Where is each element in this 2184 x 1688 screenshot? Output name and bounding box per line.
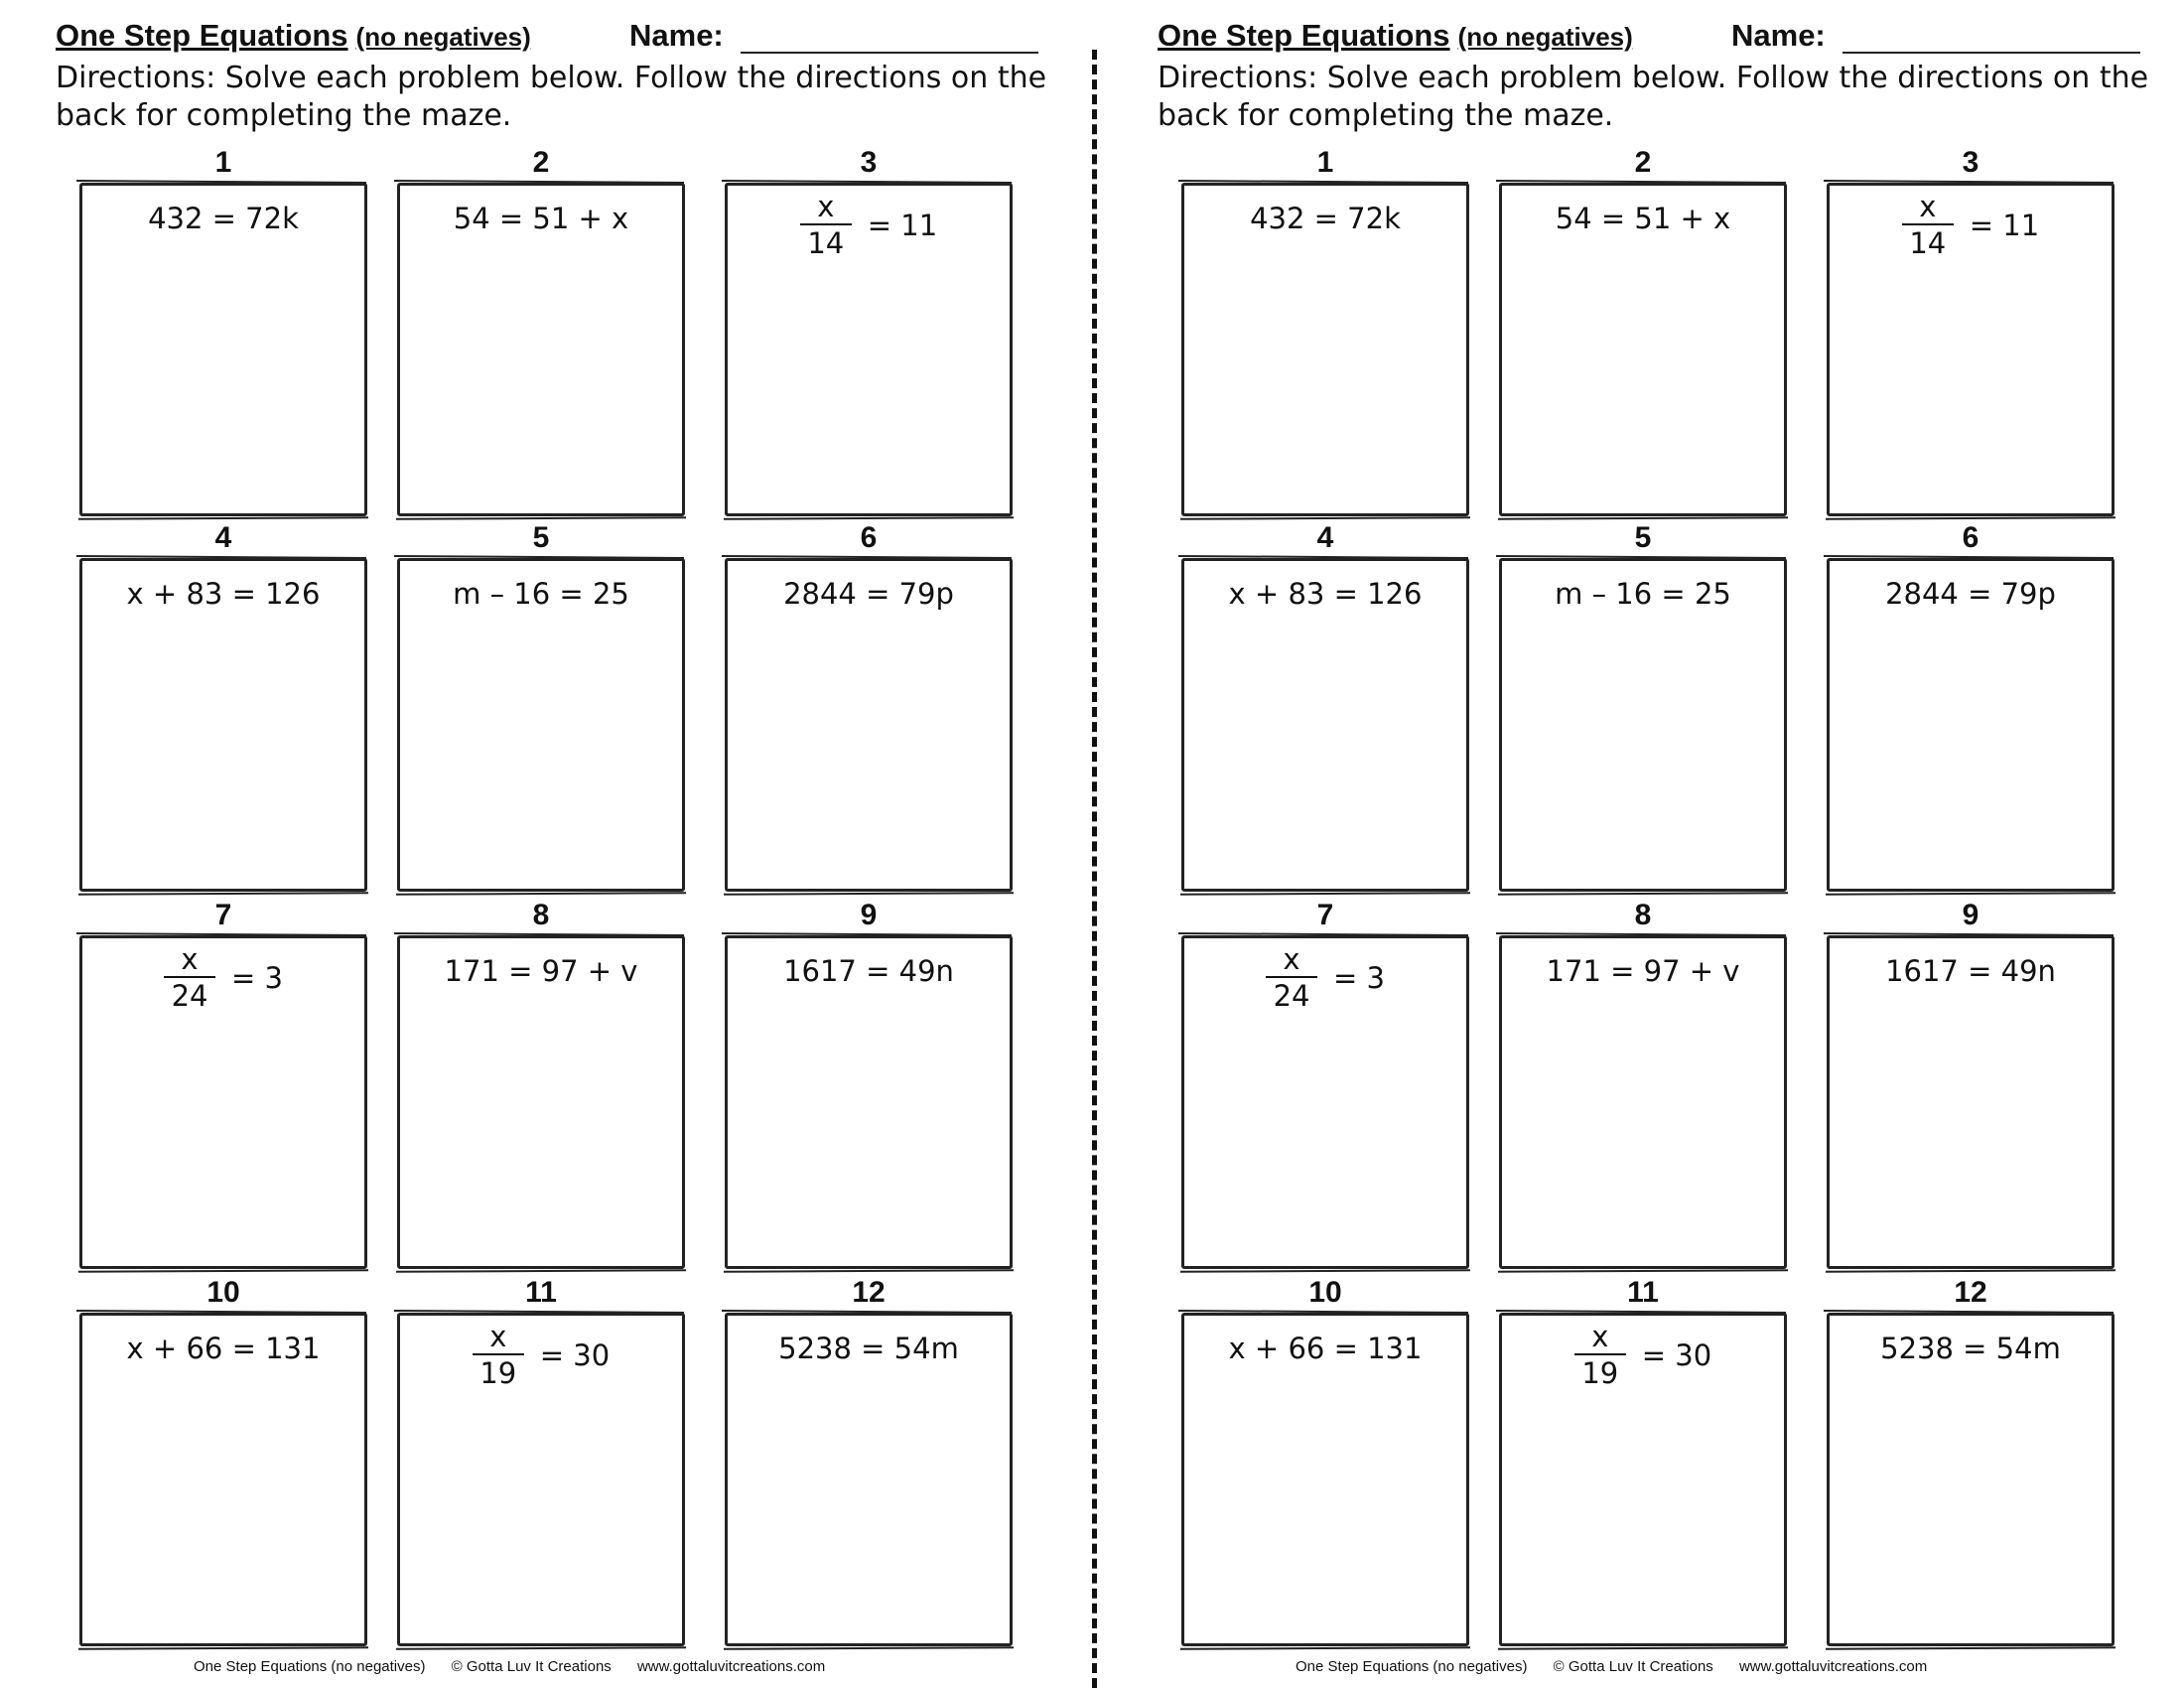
answer-box[interactable] <box>725 1313 1013 1646</box>
answer-box[interactable] <box>79 1313 367 1646</box>
fraction-denominator: 14 <box>1909 226 1947 260</box>
answer-box[interactable] <box>1181 558 1469 892</box>
fraction-numerator: x <box>181 942 199 976</box>
fraction <box>473 1320 524 1391</box>
footer-title: One Step Equations (no negatives) <box>194 1658 426 1675</box>
fraction-numerator: x <box>1591 1320 1609 1353</box>
footer <box>1296 1658 1949 1675</box>
equation-rhs: = 30 <box>1641 1338 1712 1372</box>
equation: 54 = 51 + x <box>1555 202 1731 235</box>
equation: x + 83 = 126 <box>126 577 321 611</box>
problem-number: 2 <box>532 146 550 179</box>
fraction <box>1574 1320 1626 1391</box>
problem-number: 10 <box>206 1276 240 1309</box>
equation: 1617 = 49n <box>783 954 954 988</box>
fraction <box>164 942 215 1014</box>
fraction-numerator: x <box>1283 942 1300 976</box>
problem-number: 4 <box>214 521 232 554</box>
answer-box[interactable] <box>1181 935 1469 1269</box>
equation: 171 = 97 + v <box>444 954 638 988</box>
equation <box>400 1320 682 1391</box>
fraction <box>1902 190 1954 261</box>
problem-grid <box>1102 0 2184 1688</box>
worksheet-subtitle: (no negatives) <box>355 22 531 52</box>
problem-number: 3 <box>1962 146 1979 179</box>
equation: 5238 = 54m <box>1880 1332 2061 1365</box>
problem-number: 11 <box>525 1276 557 1309</box>
equation: m – 16 = 25 <box>1555 577 1731 611</box>
name-label: Name: <box>629 18 724 53</box>
answer-box[interactable] <box>397 558 685 892</box>
fraction-denominator: 24 <box>1273 979 1310 1013</box>
equation: x + 66 = 131 <box>1228 1332 1423 1365</box>
problem-number: 10 <box>1308 1276 1342 1309</box>
footer-website: www.gottaluvitcreations.com <box>1738 1658 1928 1675</box>
footer-copyright: © Gotta Luv It Creations <box>1553 1658 1713 1675</box>
directions-text: Directions: Solve each problem below. Follow the directions on the back for completing the maze. <box>56 61 1047 133</box>
equation: 432 = 72k <box>1250 202 1401 235</box>
equation <box>82 942 364 1014</box>
problem-number: 5 <box>1634 521 1652 554</box>
equation: 1617 = 49n <box>1885 954 2056 988</box>
footer-copyright: © Gotta Luv It Creations <box>451 1658 612 1675</box>
problem-number: 1 <box>214 146 232 179</box>
footer-title: One Step Equations (no negatives) <box>1296 1658 1528 1675</box>
equation-rhs: = 11 <box>1969 209 2040 242</box>
worksheet-right <box>1102 0 2184 1688</box>
answer-box[interactable] <box>1499 558 1787 892</box>
answer-box[interactable] <box>397 1313 685 1646</box>
equation: x + 83 = 126 <box>1228 577 1423 611</box>
problem-number: 8 <box>1634 899 1652 931</box>
problem-grid <box>0 0 1082 1688</box>
equation: 171 = 97 + v <box>1546 954 1740 988</box>
problem-number: 2 <box>1634 146 1652 179</box>
equation-rhs: = 3 <box>231 961 283 995</box>
equation: 54 = 51 + x <box>453 202 629 235</box>
answer-box[interactable] <box>1827 183 2115 516</box>
footer-website: www.gottaluvitcreations.com <box>636 1658 826 1675</box>
problem-number: 3 <box>860 146 878 179</box>
equation: x + 66 = 131 <box>126 1332 321 1365</box>
fraction-numerator: x <box>489 1320 507 1353</box>
equation: m – 16 = 25 <box>453 577 629 611</box>
fraction-numerator: x <box>817 190 835 223</box>
equation: 2844 = 79p <box>1885 577 2056 611</box>
answer-box[interactable] <box>1181 1313 1469 1646</box>
fraction-numerator: x <box>1919 190 1937 223</box>
fraction-denominator: 19 <box>1581 1356 1619 1390</box>
equation <box>728 190 1010 261</box>
worksheet-title: One Step Equations <box>56 18 348 53</box>
problem-number: 9 <box>860 899 878 931</box>
problem-number: 5 <box>532 521 550 554</box>
problem-number: 11 <box>1627 1276 1659 1309</box>
fraction-denominator: 19 <box>479 1356 517 1390</box>
equation-rhs: = 30 <box>539 1338 611 1372</box>
fraction-denominator: 14 <box>807 226 845 260</box>
name-label: Name: <box>1731 18 1826 53</box>
equation: 5238 = 54m <box>778 1332 959 1365</box>
equation-rhs: = 11 <box>867 209 938 242</box>
fraction-denominator: 24 <box>171 979 208 1013</box>
worksheet-title: One Step Equations <box>1158 18 1450 53</box>
equation <box>1830 190 2112 261</box>
answer-box[interactable] <box>725 935 1013 1269</box>
problem-number: 8 <box>532 899 550 931</box>
answer-box[interactable] <box>725 183 1013 516</box>
equation <box>1184 942 1466 1014</box>
problem-number: 4 <box>1316 521 1334 554</box>
problem-number: 6 <box>860 521 878 554</box>
equation-rhs: = 3 <box>1333 961 1385 995</box>
problem-number: 12 <box>1954 1276 1987 1309</box>
directions-text: Directions: Solve each problem below. Follow the directions on the back for completing the maze. <box>1158 61 2149 133</box>
answer-box[interactable] <box>79 183 367 516</box>
answer-box[interactable] <box>1499 1313 1787 1646</box>
equation: 432 = 72k <box>148 202 299 235</box>
answer-box[interactable] <box>725 558 1013 892</box>
answer-box[interactable] <box>1827 1313 2115 1646</box>
worksheet-left <box>0 0 1082 1688</box>
problem-number: 7 <box>214 899 232 931</box>
equation <box>1502 1320 1784 1391</box>
answer-box[interactable] <box>1499 935 1787 1269</box>
fraction <box>1266 942 1317 1014</box>
equation: 2844 = 79p <box>783 577 954 611</box>
answer-box[interactable] <box>1499 183 1787 516</box>
answer-box[interactable] <box>397 935 685 1269</box>
answer-box[interactable] <box>397 183 685 516</box>
problem-number: 12 <box>852 1276 886 1309</box>
answer-box[interactable] <box>79 558 367 892</box>
problem-number: 6 <box>1962 521 1979 554</box>
fraction <box>800 190 852 261</box>
cut-line-divider <box>1092 50 1097 1688</box>
problem-number: 1 <box>1316 146 1334 179</box>
problem-number: 9 <box>1962 899 1979 931</box>
worksheet-subtitle: (no negatives) <box>1457 22 1633 52</box>
answer-box[interactable] <box>79 935 367 1269</box>
answer-box[interactable] <box>1827 935 2115 1269</box>
answer-box[interactable] <box>1827 558 2115 892</box>
footer <box>194 1658 847 1675</box>
problem-number: 7 <box>1316 899 1334 931</box>
answer-box[interactable] <box>1181 183 1469 516</box>
